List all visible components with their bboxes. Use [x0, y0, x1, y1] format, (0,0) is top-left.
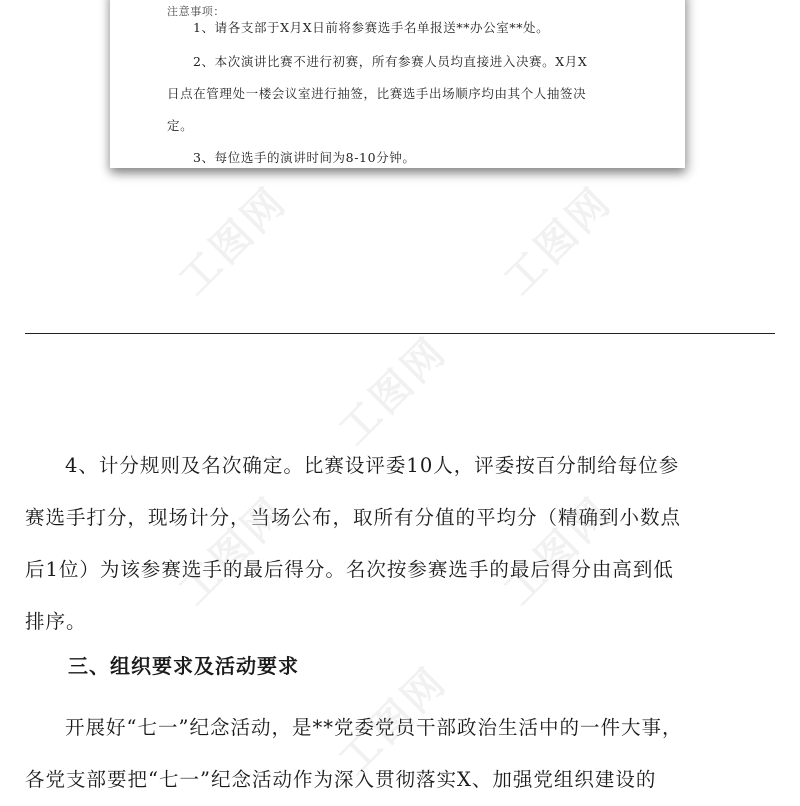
watermark-text: 工图网 [170, 178, 297, 304]
watermark-text: 工图网 [330, 328, 457, 454]
card-text-line: 3、每位选手的演讲时间为8-10分钟。 [193, 150, 416, 165]
body-paragraph-line: 排序。 [25, 610, 87, 633]
watermark-text: 工图网 [330, 658, 457, 784]
card-text-line: 定。 [167, 118, 194, 133]
body-paragraph-line: 各党支部要把“七一”纪念活动作为深入贯彻落实X、加强党组织建设的 [25, 768, 657, 791]
watermark-text: 工图网 [495, 488, 622, 614]
section-heading: 三、组织要求及活动要求 [68, 654, 299, 678]
card-text-line: 1、请各支部于X月X日前将参赛选手名单报送**办公室**处。 [193, 20, 550, 35]
document-page-preview [110, 0, 685, 168]
body-paragraph-line: 后1位）为该参赛选手的最后得分。名次按参赛选手的最后得分由高到低 [25, 558, 674, 581]
body-paragraph-line: 赛选手打分，现场计分，当场公布，取所有分值的平均分（精确到小数点 [25, 506, 682, 529]
watermark-text: 工图网 [170, 488, 297, 614]
card-text-line: 日点在管理处一楼会议室进行抽签，比赛选手出场顺序均由其个人抽签决 [167, 86, 587, 101]
section-divider [25, 333, 775, 334]
card-text-line: 2、本次演讲比赛不进行初赛，所有参赛人员均直接进入决赛。X月X [193, 54, 588, 69]
body-paragraph-line: 开展好“七一”纪念活动，是**党委党员干部政治生活中的一件大事， [65, 716, 683, 739]
card-text-line: 注意事项： [167, 5, 225, 18]
watermark-text: 工图网 [495, 178, 622, 304]
body-paragraph-line: 4、计分规则及名次确定。比赛设评委10人，评委按百分制给每位参 [65, 454, 680, 477]
